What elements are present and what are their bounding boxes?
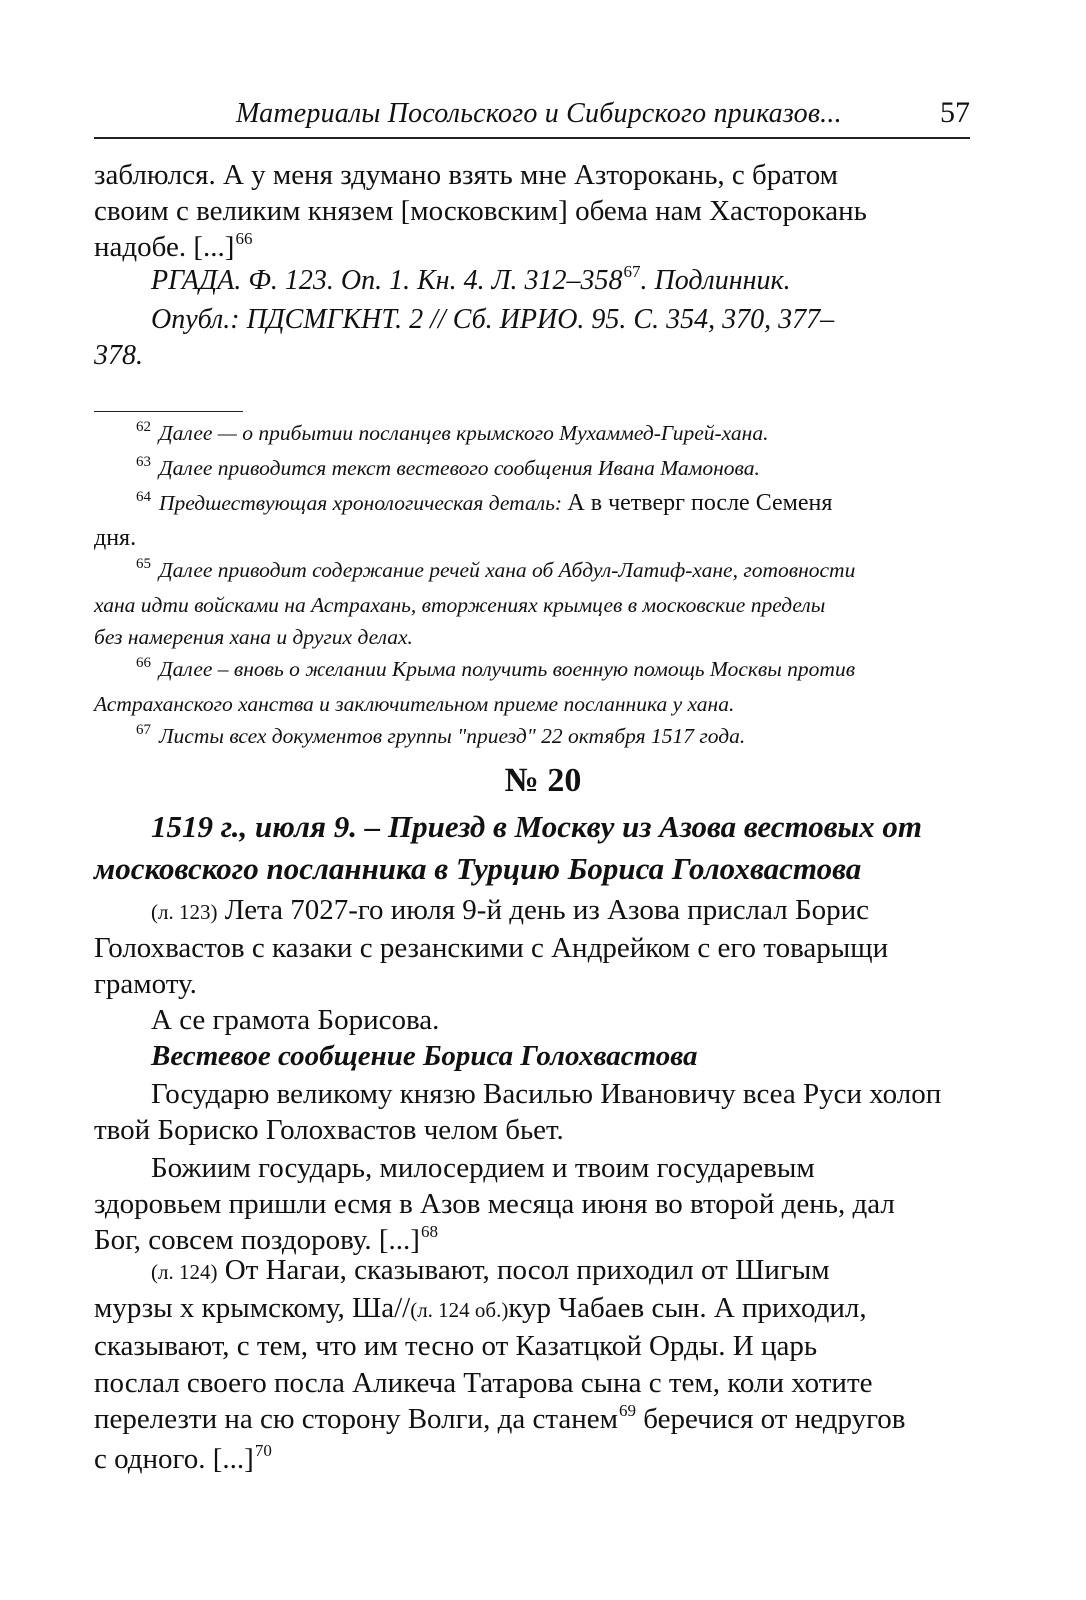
footnote-64-continuation: дня.	[94, 525, 137, 551]
running-head	[94, 96, 970, 136]
footnote-65-continuation: хана идти войсками на Астрахань, вторжениях крымцев в московские пределы	[94, 593, 826, 617]
footnote-text: Далее – вновь о желании Крыма получить военную помощь Москвы против	[159, 657, 856, 681]
footnote-number: 63	[136, 454, 151, 470]
footnote-quote: А в четверг после Семеня	[567, 490, 833, 516]
title-line: московского посланника в Турцию Бориса Голохвастова	[94, 851, 862, 886]
footnote-ref: 68	[420, 1222, 438, 1242]
header-rule	[94, 137, 970, 139]
paragraph-4	[94, 1150, 964, 1263]
paragraph-line: послал своего посла Аликеча Татарова сына с тем, коли хотите	[94, 1366, 873, 1399]
footnote-66	[94, 653, 964, 688]
title-line: 1519 г., июля 9. – Приезд в Москву из Азова вестовых от	[151, 809, 922, 844]
footnote-ref: 69	[618, 1400, 636, 1420]
footnote-66-continuation: Астраханского ханства и заключительном приеме посланника у хана.	[94, 692, 735, 716]
paragraph-text: мурзы х крымскому, Ша//	[94, 1292, 411, 1325]
publication-line: 378.	[94, 340, 143, 371]
footnote-64	[94, 487, 964, 522]
footnote-ref: 70	[254, 1441, 272, 1461]
intro-line-text: надобе. [...]	[94, 231, 235, 264]
intro-line: заблюлся. А у меня здумано взять мне Азторокань, с братом	[94, 159, 839, 191]
paragraph-2	[94, 1002, 964, 1038]
paragraph-text: кур Чабаев сын. А приходил,	[508, 1292, 867, 1325]
paragraph-line	[94, 1252, 964, 1290]
paragraph-line	[94, 892, 964, 930]
footnote-ref: 66	[235, 229, 253, 249]
folio-marker: (л. 124)	[151, 1260, 218, 1284]
document-number: № 20	[504, 762, 582, 799]
archive-source-text: РГАДА. Ф. 123. Оп. 1. Кн. 4. Л. 312–358	[151, 265, 623, 296]
footnote-text: Далее — о прибытии посланцев крымского Мухаммед-Гирей-хана.	[159, 421, 769, 445]
paragraph-1	[94, 892, 964, 1003]
paragraph-text: беречися от недругов	[635, 1402, 906, 1435]
paragraph-text: с одного. [...]	[94, 1443, 254, 1476]
paragraph-line: А се грамота Борисова.	[151, 1004, 440, 1036]
paragraph-text: перелезти на сю сторону Волги, да станем	[94, 1402, 618, 1435]
footnote-text: Листы всех документов группы "приезд" 22 октября 1517 года.	[159, 724, 746, 748]
folio-marker: (л. 124 об.)	[410, 1298, 509, 1323]
section-subheading: Вестевое сообщение Бориса Голохвастова	[151, 1040, 698, 1072]
footnote-65-continuation: без намерения хана и других делах.	[94, 625, 413, 649]
footnotes	[94, 417, 964, 755]
footnote-text: Далее приводит содержание речей хана об Абдул-Латиф-хане, готовности	[159, 558, 856, 582]
footnote-67	[94, 720, 964, 755]
footnote-rule	[94, 411, 243, 412]
footnote-text: Далее приводится текст вестевого сообщения Ивана Мамонова.	[159, 456, 760, 480]
footnote-text: Предшествующая хронологическая деталь:	[159, 491, 568, 515]
paragraph-line: грамоту.	[94, 968, 197, 1001]
footnote-65	[94, 554, 964, 589]
paragraph-line: здоровьем пришли есмя в Азов месяца июня во второй день, дал	[94, 1188, 895, 1221]
publication-line: Опубл.: ПДСМГКНТ. 2 // Сб. ИРИО. 95. С. 354, 370, 377–	[151, 304, 835, 335]
footnote-62	[94, 417, 964, 452]
footnote-ref: 67	[623, 262, 641, 281]
page-number: 57	[940, 96, 970, 129]
paragraph-5	[94, 1252, 964, 1481]
intro-line: своим с великим князем [московским] обема нам Хасторокань	[94, 195, 867, 228]
footnote-number: 66	[136, 655, 151, 671]
archive-source	[94, 263, 964, 302]
paragraph-3	[94, 1076, 964, 1148]
footnote-number: 67	[136, 722, 151, 738]
document-title	[94, 806, 964, 890]
paragraph-line: твой Бориско Голохвастов челом бьет.	[94, 1114, 564, 1147]
paragraph-text: Бог, совсем поздорову. [...]	[94, 1224, 420, 1257]
paragraph-line: Божиим государь, милосердием и твоим государевым	[151, 1152, 815, 1184]
intro-paragraph	[94, 157, 964, 270]
footnote-number: 62	[136, 419, 151, 435]
paragraph-text: От Нагаи, сказывают, посол приходил от Шигым	[217, 1254, 830, 1286]
paragraph-line: Государю великому князю Василью Ивановичу всеа Руси холоп	[151, 1078, 942, 1110]
paragraph-line: Голохвастов с казаки с резанскими с Андрейком с его товарыщи	[94, 932, 889, 965]
paragraph-text: Лета 7027-го июля 9-й день из Азова прислал Борис	[217, 894, 870, 926]
paragraph-line	[94, 1401, 964, 1441]
paragraph-line: сказывают, с тем, что им тесно от Казатцкой Орды. И царь	[94, 1330, 818, 1363]
footnote-number: 65	[136, 556, 151, 572]
running-title: Материалы Посольского и Сибирского приказов...	[236, 98, 842, 129]
archive-reference	[94, 263, 964, 374]
archive-source-tail: . Подлинник.	[640, 265, 791, 296]
footnote-63	[94, 452, 964, 487]
paragraph-line	[94, 1441, 964, 1481]
folio-marker: (л. 123)	[151, 900, 218, 924]
footnote-number: 64	[136, 489, 151, 505]
paragraph-line	[94, 1290, 964, 1328]
